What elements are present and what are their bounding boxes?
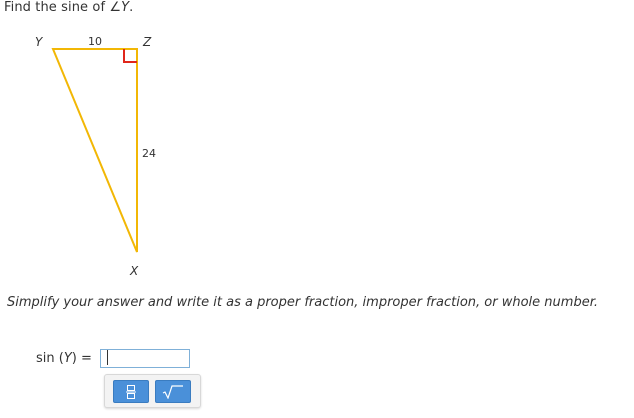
answer-input[interactable] [100,349,190,368]
math-toolbar [104,374,201,408]
angle-symbol: ∠ [109,0,122,15]
angle-variable: Y [121,0,130,15]
answer-row [36,347,190,369]
side-label-yz: 10 [88,35,102,48]
fraction-button[interactable] [113,380,149,403]
square-root-icon [162,385,184,399]
vertex-label-x: X [130,264,139,278]
vertex-label-z: Z [143,35,152,49]
answer-label-eq: = [81,350,92,366]
instructions-text: Simplify your answer and write it as a proper fraction, improper fraction, or whole number. [7,295,598,310]
side-label-zx: 24 [142,147,156,160]
triangle-outline [53,49,137,252]
square-root-button[interactable] [155,380,191,403]
vertex-label-y: Y [35,35,43,49]
text-cursor [107,350,108,365]
question-prefix: Find the sine of [4,0,110,15]
right-angle-marker [124,49,137,62]
question-suffix: . [129,0,134,15]
answer-label-var: Y [63,350,72,366]
answer-label-fn: sin [36,350,55,366]
answer-label: sin (Y) = [36,350,92,366]
fraction-icon [126,384,136,400]
